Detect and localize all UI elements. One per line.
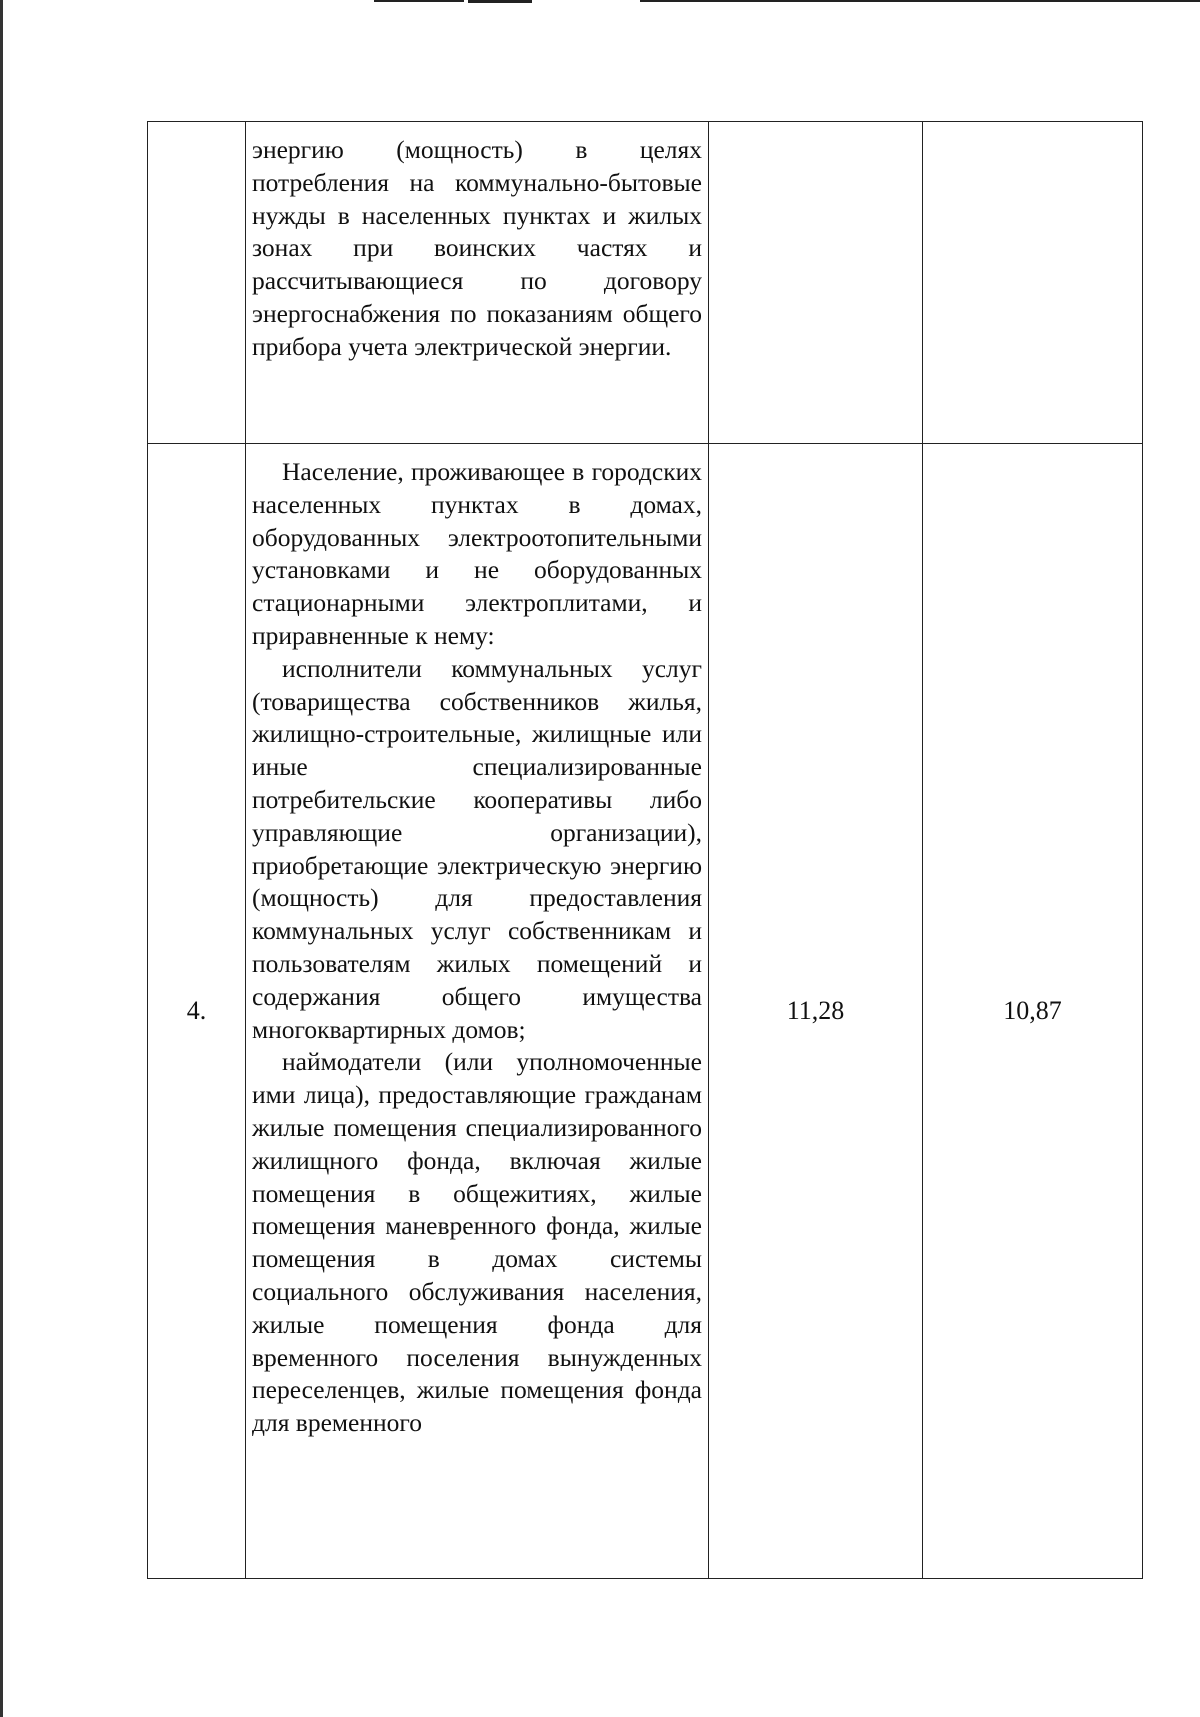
row-number-cell [148, 122, 246, 444]
tariff-table [147, 121, 1143, 1579]
value-cell-1: 11,28 [709, 444, 923, 1579]
description-cell [246, 122, 709, 444]
description-paragraph: наймодатели (или уполномоченные ими лица), предоставляющие гражданам жилые помещения специализированного жилищного фонда, включая жилые помещения в общежитиях, жилые помещения маневренного фонда, жилые помещения в домах системы социального обслуживания населения, жилые помещения фонда для временного поселения вынужденных переселенцев, жилые помещения фонда для временного [252, 1047, 702, 1438]
row-number-cell: 4. [148, 444, 246, 1579]
scan-artifact-top [374, 0, 464, 2]
scan-artifact-left-edge [0, 0, 3, 1717]
description-paragraph: исполнители коммунальных услуг (товарищества собственников жилья, жилищно-строительные, жилищные или иные специализированные потребительские кооперативы либо управляющие организации), приобретающие электрическую энергию (мощность) для предоставления коммунальных услуг собственникам и пользователям жилых помещений и содержания общего имущества многоквартирных домов; [252, 653, 702, 1044]
scan-artifact-top [640, 0, 1200, 2]
value-cell-2: 10,87 [923, 444, 1143, 1579]
table-row [148, 444, 1143, 1579]
scan-artifact-top [468, 0, 532, 3]
table-row [148, 122, 1143, 444]
description-paragraph: Население, проживающее в городских населенных пунктах в домах, оборудованных электроотопительными установками и не оборудованных стационарными электроплитами, и приравненные к нему: [252, 457, 702, 650]
description-paragraph: энергию (мощность) в целях потребления на коммунально-бытовые нужды в населенных пунктах и жилых зонах при воинских частях и рассчитывающиеся по договору энергоснабжения по показаниям общего прибора учета электрической энергии. [252, 135, 702, 361]
value-cell-1 [709, 122, 923, 444]
description-cell [246, 444, 709, 1579]
value-cell-2 [923, 122, 1143, 444]
